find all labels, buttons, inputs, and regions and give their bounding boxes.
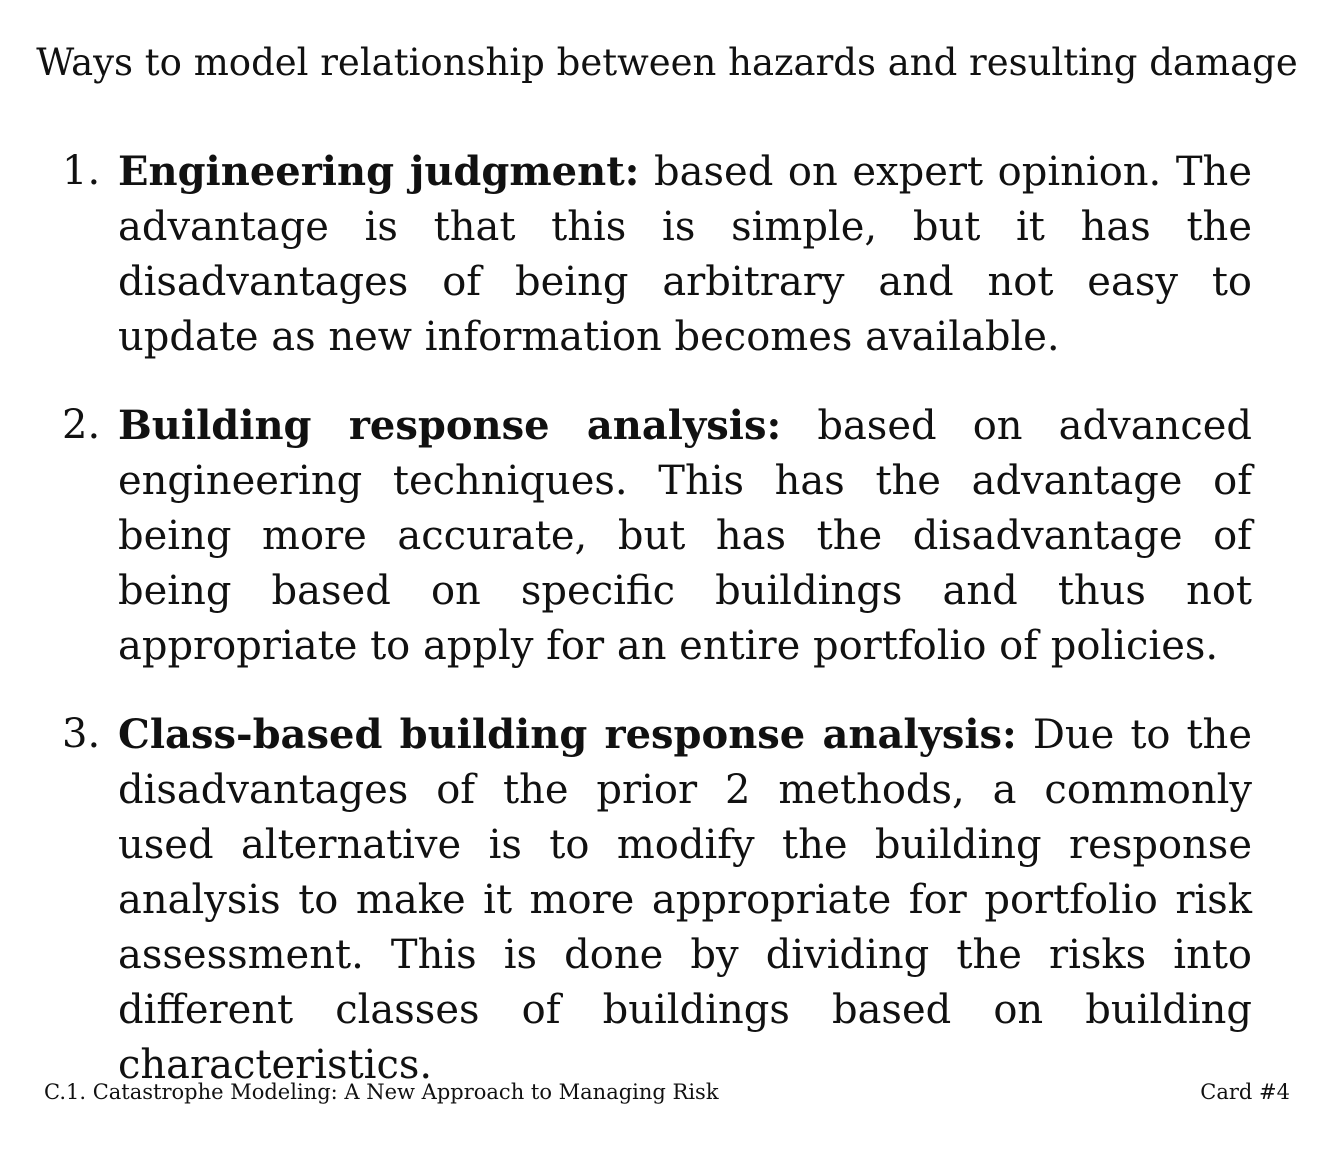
item-term: Engineering judgment:	[118, 148, 640, 195]
footer-source: C.1. Catastrophe Modeling: A New Approach to Managing Risk	[44, 1080, 719, 1104]
item-term: Building response analysis:	[118, 402, 782, 449]
item-text: based on advanced engineering techniques. This has the advantage of being more accurate, but has the disadvantage of being based on specific buildings and thus not appropriate to apply for an entire portfolio of policies.	[118, 403, 1252, 669]
method-item-engineering-judgment	[62, 144, 1252, 365]
item-text: based on expert opinion. The advantage is that this is simple, but it has the disadvantages of being arbitrary and not easy to update as new information becomes available.	[118, 149, 1252, 360]
item-text: Due to the disadvantages of the prior 2 methods, a commonly used alternative is to modify the building response analysis to make it more appropriate for portfolio risk assessment. This is done by dividing the risks into different classes of buildings based on building characteristics.	[118, 712, 1252, 1088]
item-number: 3.	[62, 711, 101, 757]
item-number: 1.	[62, 148, 101, 194]
item-number: 2.	[62, 402, 101, 448]
footer-card-number: Card #4	[1200, 1080, 1290, 1104]
method-item-class-based-analysis	[62, 707, 1252, 1093]
method-list	[62, 144, 1252, 1126]
card-title: Ways to model relationship between hazards and resulting damage	[36, 41, 1298, 84]
method-item-building-response-analysis	[62, 398, 1252, 674]
item-term: Class-based building response analysis:	[118, 711, 1017, 758]
